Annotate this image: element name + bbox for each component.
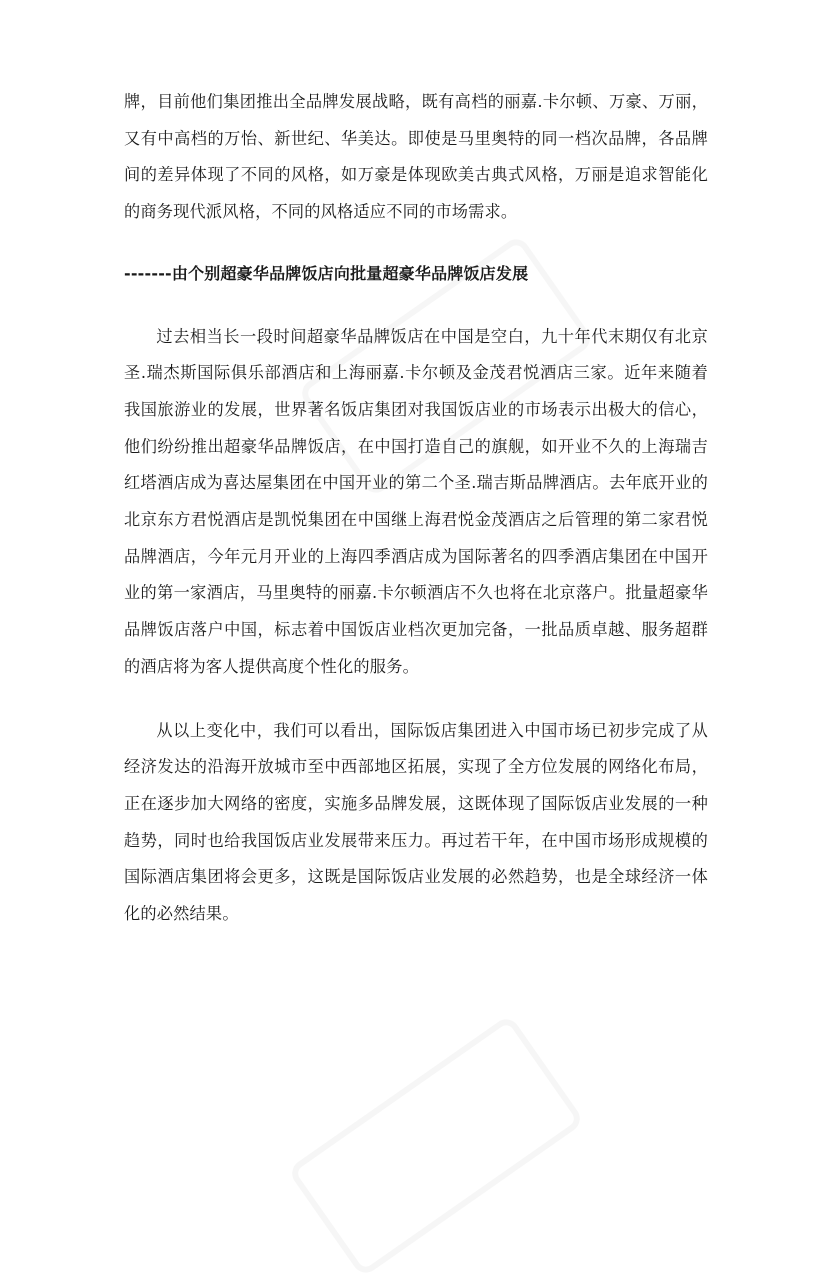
paragraph-brand-strategy: 牌，目前他们集团推出全品牌发展战略，既有高档的丽嘉.卡尔顿、万豪、万丽，又有中高档的万怡、新世纪、华美达。即使是马里奥特的同一档次品牌，各品牌间的差异体现了不同的风格，如万豪是体现欧美古典式风格，万丽是追求智能化的商务现代派风格，不同的风格适应不同的市场需求。 bbox=[124, 92, 708, 222]
paragraph-conclusion: 从以上变化中，我们可以看出，国际饭店集团进入中国市场已初步完成了从经济发达的沿海开放城市至中西部地区拓展，实现了全方位发展的网络化布局，正在逐步加大网络的密度，实施多品牌发展，这既体现了国际饭店业发展的一种趋势，同时也给我国饭店业发展带来压力。再过若干年，在中国市场形成规模的国际酒店集团将会更多，这既是国际饭店业发展的必然趋势，也是全球经济一体化的必然结果。 bbox=[124, 720, 708, 924]
section-heading: -------由个别超豪华品牌饭店向批量超豪华品牌饭店发展 bbox=[124, 263, 529, 283]
document-body bbox=[124, 84, 708, 933]
paragraph-luxury-hotels: 过去相当长一段时间超豪华品牌饭店在中国是空白，九十年代末期仅有北京圣.瑞杰斯国际俱乐部酒店和上海丽嘉.卡尔顿及金茂君悦酒店三家。近年来随着我国旅游业的发展，世界著名饭店集团对我国饭店业的市场表示出极大的信心，他们纷纷推出超豪华品牌饭店，在中国打造自己的旗舰，如开业不久的上海瑞吉红塔酒店成为喜达屋集团在中国开业的第二个圣.瑞吉斯品牌酒店。去年底开业的北京东方君悦酒店是凯悦集团在中国继上海君悦金茂酒店之后管理的第二家君悦品牌酒店，今年元月开业的上海四季酒店成为国际著名的四季酒店集团在中国开业的第一家酒店，马里奥特的丽嘉.卡尔顿酒店不久也将在北京落户。批量超豪华品牌饭店落户中国，标志着中国饭店业档次更加完备，一批品质卓越、服务超群的酒店将为客人提供高度个性化的服务。 bbox=[124, 326, 708, 676]
watermark-shape bbox=[287, 1014, 586, 1278]
